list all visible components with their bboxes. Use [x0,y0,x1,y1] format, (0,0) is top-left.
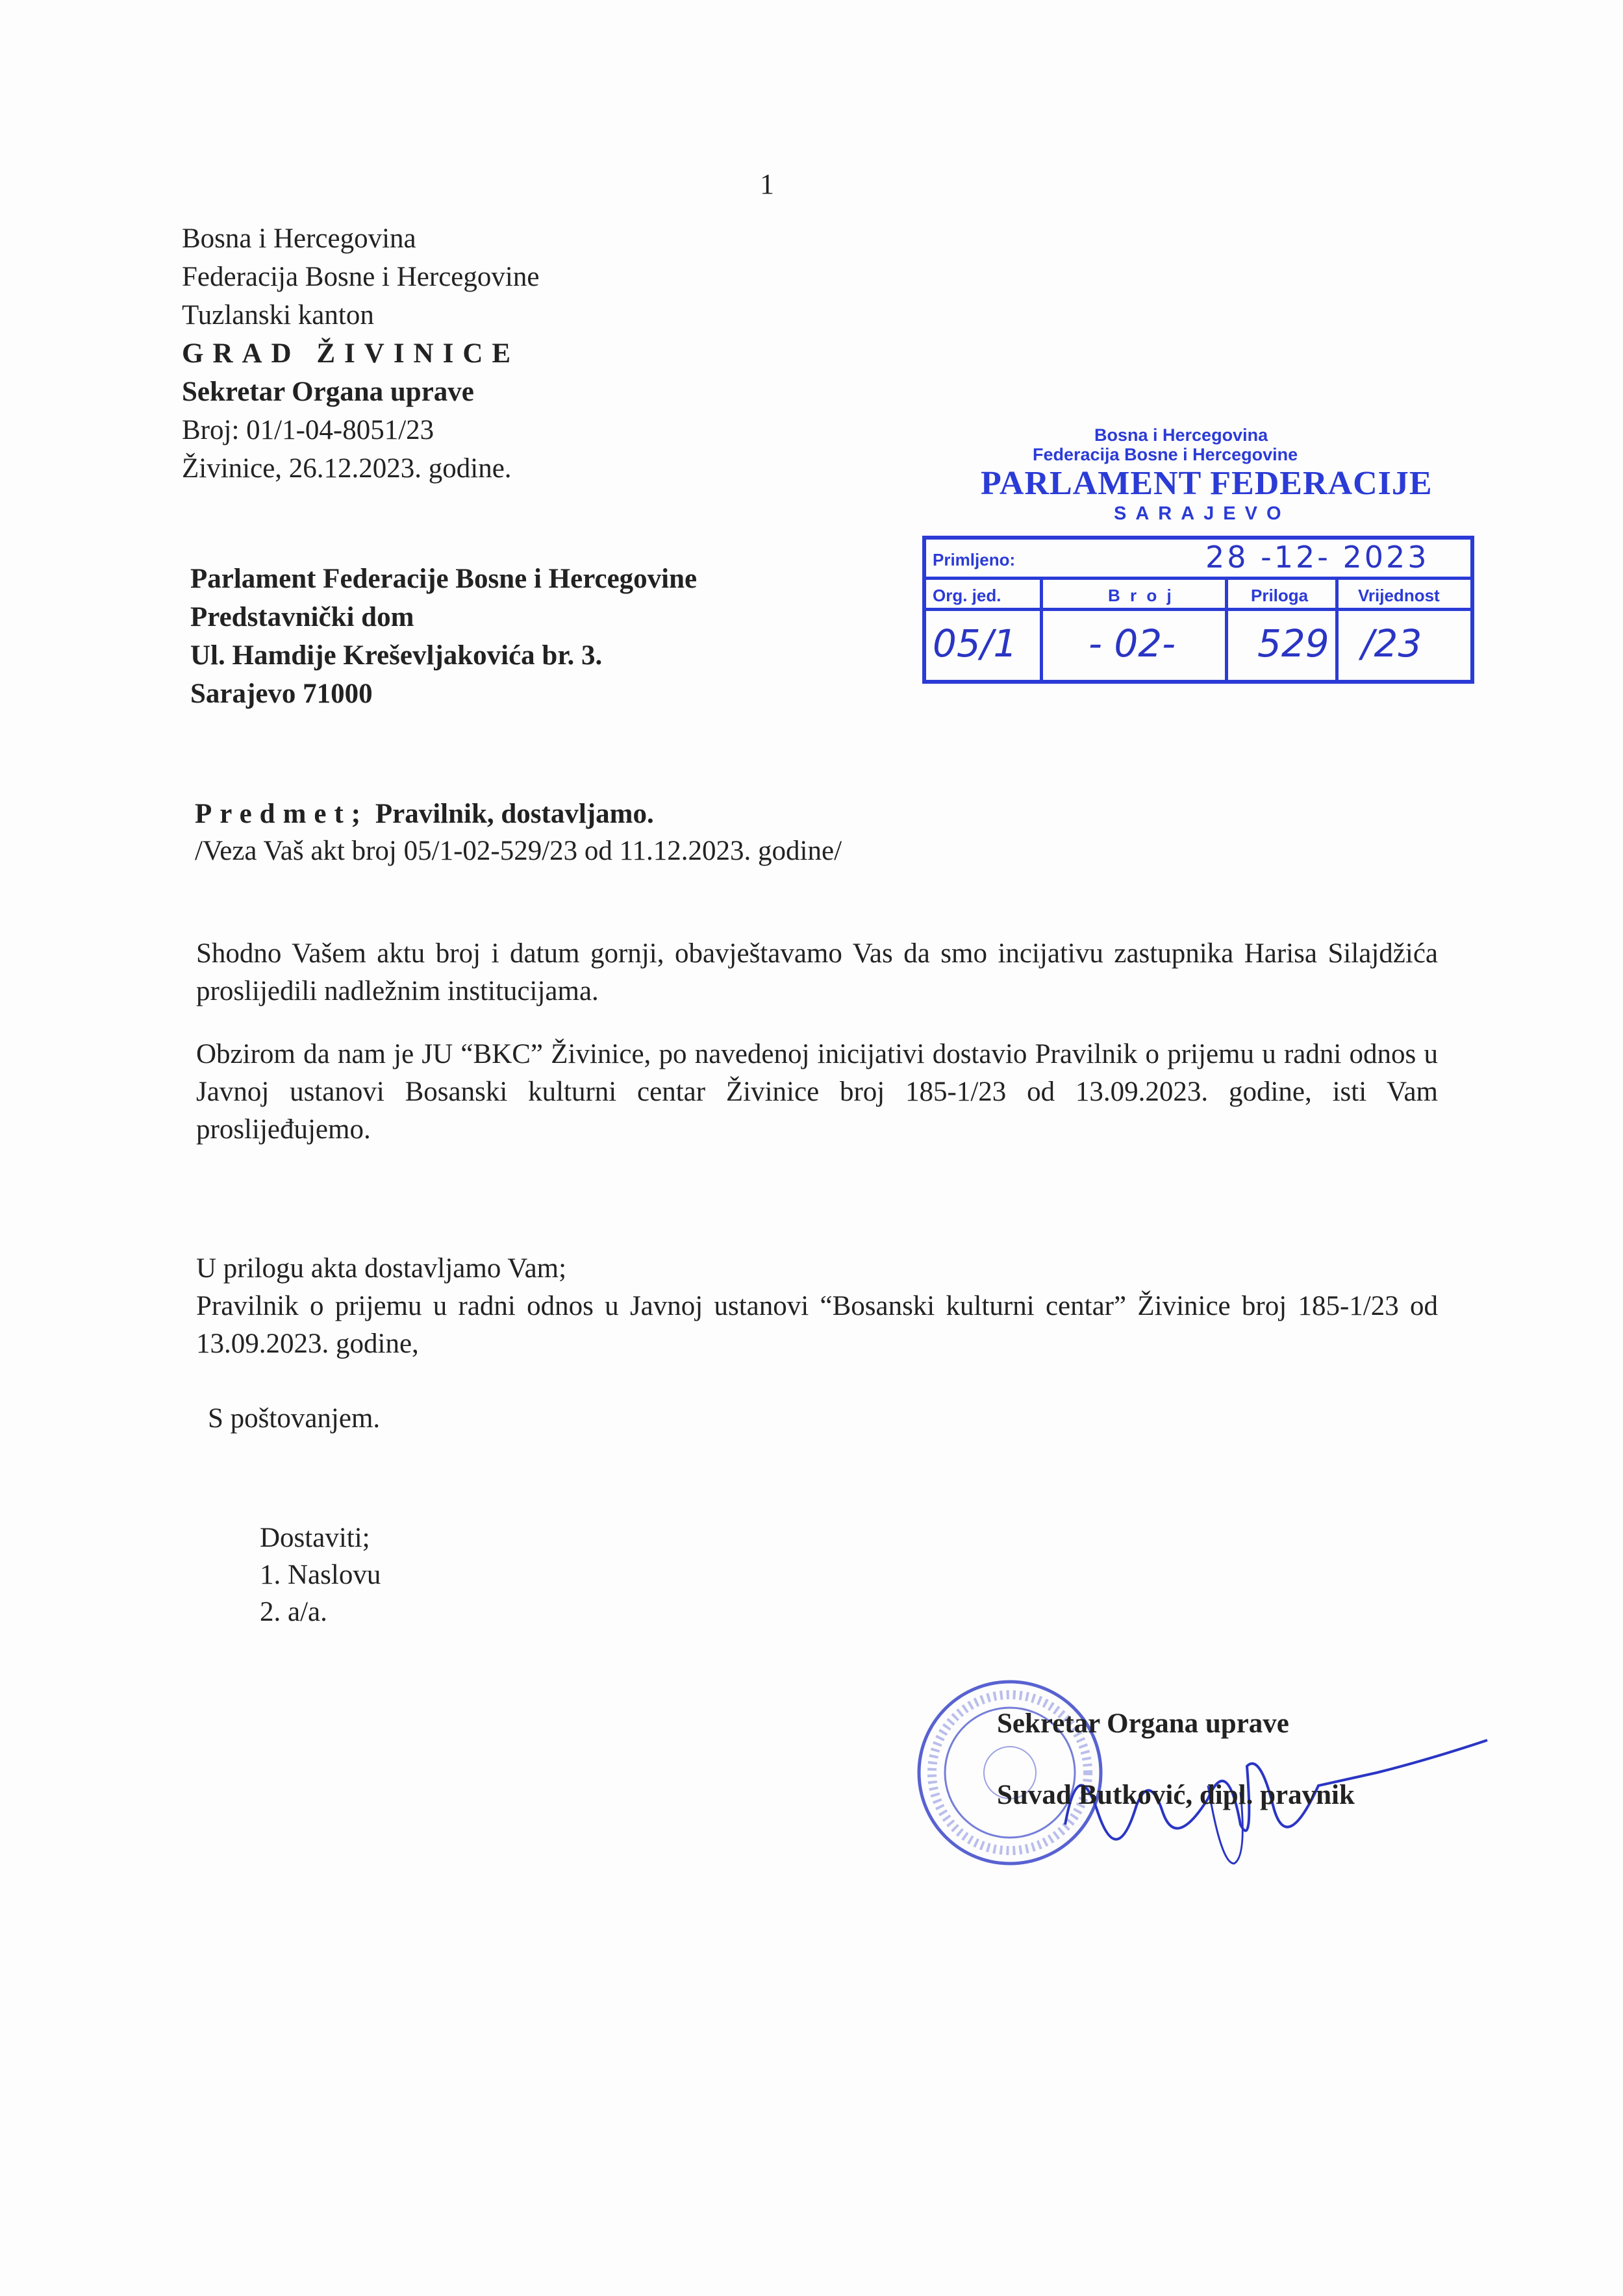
recipient-line2: Predstavnički dom [190,602,414,632]
sender-country: Bosna i Hercegovina [182,223,416,254]
sender-entity: Federacija Bosne i Hercegovine [182,262,540,292]
stamp-val-priloga: 529 [1257,621,1329,666]
stamp-row-values [926,611,1470,681]
recipient-line1: Parlament Federacije Bosne i Hercegovine [190,564,698,594]
distribution-title: Dostaviti; [260,1523,370,1553]
stamp-line1: Bosna i Hercegovina [1094,425,1268,445]
sender-block [182,219,539,488]
stamp-table [922,536,1474,684]
place-date: Živinice, 26.12.2023. godine. [182,453,512,484]
received-stamp [919,425,1478,698]
recipient-line3: Ul. Hamdije Kreševljakovića br. 3. [190,640,603,671]
subject-block [195,795,842,869]
stamp-val-vrijednost: /23 [1361,621,1422,666]
sender-canton: Tuzlanski kanton [182,300,374,331]
signature-block [997,1688,1355,1831]
stamp-line4: SARAJEVO [1114,503,1290,524]
attachment-intro: U prilogu akta dostavljamo Vam; [196,1253,567,1284]
stamp-received-date: 28 -12- 2023 [1205,540,1429,575]
stamp-received-label: Primljeno: [933,550,1016,569]
body-paragraph-1: Shodno Vašem aktu broj i datum gornji, obavještavamo Vas da smo incijativu zastupnika Harisa Silajdžića proslijedili nadležnim institucijama. [196,938,1438,1006]
distribution-item-1: 1. Naslovu [260,1560,381,1590]
stamp-line3: PARLAMENT FEDERACIJE [981,465,1433,502]
sender-office: Sekretar Organa uprave [182,377,474,407]
page-number: 1 [760,168,774,200]
recipient-block [190,560,697,713]
stamp-row-headers [926,580,1470,611]
stamp-col-priloga: Priloga [1251,586,1309,605]
signature-title: Sekretar Organa uprave [997,1708,1289,1739]
attachment-text: Pravilnik o prijemu u radni odnos u Javnoj ustanovi “Bosanski kulturni centar” Živinice broj 185-1/23 od 13.09.2023. godine, [196,1291,1438,1359]
stamp-row-received [926,540,1470,580]
distribution-item-2: 2. a/a. [260,1597,327,1627]
signature-name: Suvad Butković, dipl. pravnik [997,1780,1355,1810]
stamp-col-vrijednost: Vrijednost [1358,586,1440,605]
subject-reference: /Veza Vaš akt broj 05/1-02-529/23 od 11.12.2023. godine/ [195,836,842,866]
stamp-val-broj: - 02- [1088,621,1176,666]
subject-text: Pravilnik, dostavljamo. [368,799,654,829]
stamp-col-broj: B r o j [1108,586,1174,605]
stamp-val-org: 05/1 [933,621,1018,666]
document-number: Broj: 01/1-04-8051/23 [182,415,434,445]
closing: S poštovanjem. [208,1403,381,1434]
recipient-line4: Sarajevo 71000 [190,679,373,709]
stamp-col-org: Org. jed. [933,586,1001,605]
stamp-line2: Federacija Bosne i Hercegovine [1033,445,1298,464]
sender-city: GRAD ŽIVINICE [182,338,520,369]
body-paragraph-3 [196,1250,1438,1363]
subject-label: Predmet; [195,799,369,829]
distribution-list [260,1519,381,1630]
body-paragraph-2: Obzirom da nam je JU “BKC” Živinice, po navedenoj inicijativi dostavio Pravilnik o prijemu u radni odnos u Javnoj ustanovi Bosanski kulturni centar Živinice broj 185-1/23 od 13.09.2023. godine, isti Vam proslijeđujemo. [196,1039,1438,1145]
